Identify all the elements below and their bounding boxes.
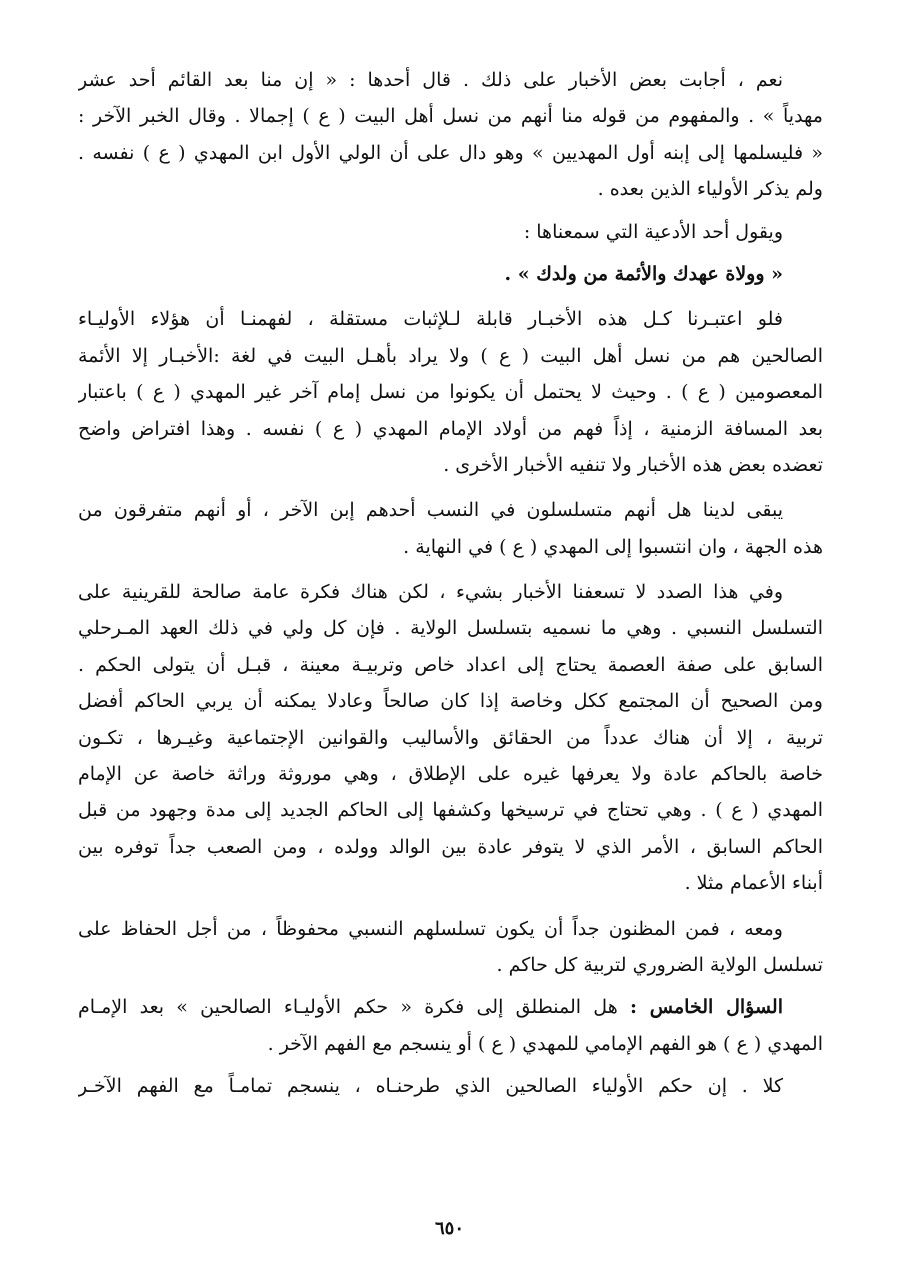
text-line: ولم يذكر الأولياء الذين بعده .	[597, 178, 823, 201]
text-line: بعد المسافة الزمنية ، إذاً فهم من أولاد الإمام المهدي ( ع ) نفسه . وهذا افتراض واضح	[78, 417, 823, 440]
text-line: المهدي ( ع ) . وهي تحتاج في ترسيخها وكشفها إلى الحاكم الجديد إلى مدة وجهود من قبل	[78, 799, 823, 822]
text-line: هذه الجهة ، وان انتسبوا إلى المهدي ( ع ) في النهاية .	[403, 535, 823, 558]
text-line: « فليسلمها إلى إبنه أول المهديين » وهو دال على أن الولي الأول ابن المهدي ( ع ) نفسه .	[78, 141, 823, 164]
text-line: أبناء الأعمام مثلا .	[684, 872, 823, 895]
paragraph-1	[78, 62, 823, 208]
question-heading: السؤال الخامس :	[629, 996, 783, 1019]
text-line: وفي هذا الصدد لا تسعفنا الأخبار بشيء ، لكن هناك فكرة عامة صالحة للقرينية على	[78, 581, 783, 604]
paragraph-4	[78, 301, 823, 483]
text-line	[78, 989, 823, 1025]
text-line: فلو اعتبـرنا كـل هذه الأخبـار قابلة لـلإثبات مستقلة ، لفهمنـا أن هؤلاء الأوليـاء	[78, 308, 783, 331]
text-line: المهدي ( ع ) هو الفهم الإمامي للمهدي ( ع ) أو ينسجم مع الفهم الآخر .	[267, 1032, 823, 1055]
question-text: هل المنطلق إلى فكرة « حكم الأوليـاء الصالحين » بعد الإمـام	[78, 996, 630, 1019]
answer-paragraph	[78, 1068, 823, 1104]
text-line: تعضده بعض هذه الأخبار ولا تنفيه الأخبار الأخرى .	[443, 453, 823, 476]
paragraph-7	[78, 911, 823, 984]
text-line: نعم ، أجابت بعض الأخبار على ذلك . قال أحدها : « إن منا بعد القائم أحد عشر	[78, 69, 783, 91]
text-line: يبقى لدينا هل أنهم متسلسلون في النسب أحدهم إبن الآخر ، أو أنهم متفرقون من	[78, 499, 783, 522]
text-line: تسلسل الولاية الضروري لتربية كل حاكم .	[496, 953, 823, 976]
text-line: ومن الصحيح أن المجتمع ككل وخاصة إذا كان صالحاً وعادلا يمكنه أن يربي الحاكم أفضل	[78, 690, 823, 713]
text-line: ومعه ، فمن المظنون جداً أن يكون تسلسلهم النسبي محفوظاً ، من أجل الحفاظ على	[78, 917, 783, 940]
paragraph-5	[78, 492, 823, 565]
text-line: السابق على صفة العصمة يحتاج إلى اعداد خاص وتربيـة معينة ، قبـل أن يتولى الحكم .	[78, 653, 823, 676]
text-line: مهدياً » . والمفهوم من قوله منا أنهم من نسل أهل البيت ( ع ) إجمالا . وقال الخبر الآخر :	[78, 105, 823, 128]
text-line: الحاكم السابق ، الأمر الذي لا يتوفر عادة بين الوالد وولده ، ومن الصعب جداً توفره بين	[78, 835, 823, 858]
text-line: التسلسل النسبي . وهي ما نسميه بتسلسل الولاية . فإن كل ولي في ذلك العهد المـرحلي	[78, 617, 823, 640]
text-line: الصالحين هم من نسل أهل البيت ( ع ) ولا يراد بأهـل البيت في لغة :الأخبـار إلا الأئمة	[78, 344, 823, 367]
paragraph-2	[78, 214, 823, 250]
quoted-prayer	[78, 256, 823, 292]
book-page	[78, 62, 823, 1105]
text-line: تربية ، إلا أن هناك عدداً من الحقائق والأساليب والقوانين الإجتماعية وغيـرها ، تكـون	[78, 726, 823, 749]
page-number: ٦٥٠	[434, 1218, 464, 1239]
paragraph-6	[78, 574, 823, 902]
text-line: « وولاة عهدك والأئمة من ولدك » .	[504, 262, 783, 285]
question-five	[78, 989, 823, 1062]
text-line: ويقول أحد الأدعية التي سمعناها :	[523, 220, 783, 243]
text-line: المعصومين ( ع ) . وحيث لا يحتمل أن يكونوا من نسل إمام آخر غير المهدي ( ع ) باعتبار	[78, 381, 823, 404]
text-line: خاصة بالحاكم عادة ولا يعرفها غيره على الإطلاق ، وهي موروثة وراثة خاصة عن الإمام	[78, 763, 823, 786]
text-line: كلا . إن حكم الأولياء الصالحين الذي طرحنـاه ، ينسجم تمامـاً مع الفهم الآخـر	[78, 1075, 783, 1098]
